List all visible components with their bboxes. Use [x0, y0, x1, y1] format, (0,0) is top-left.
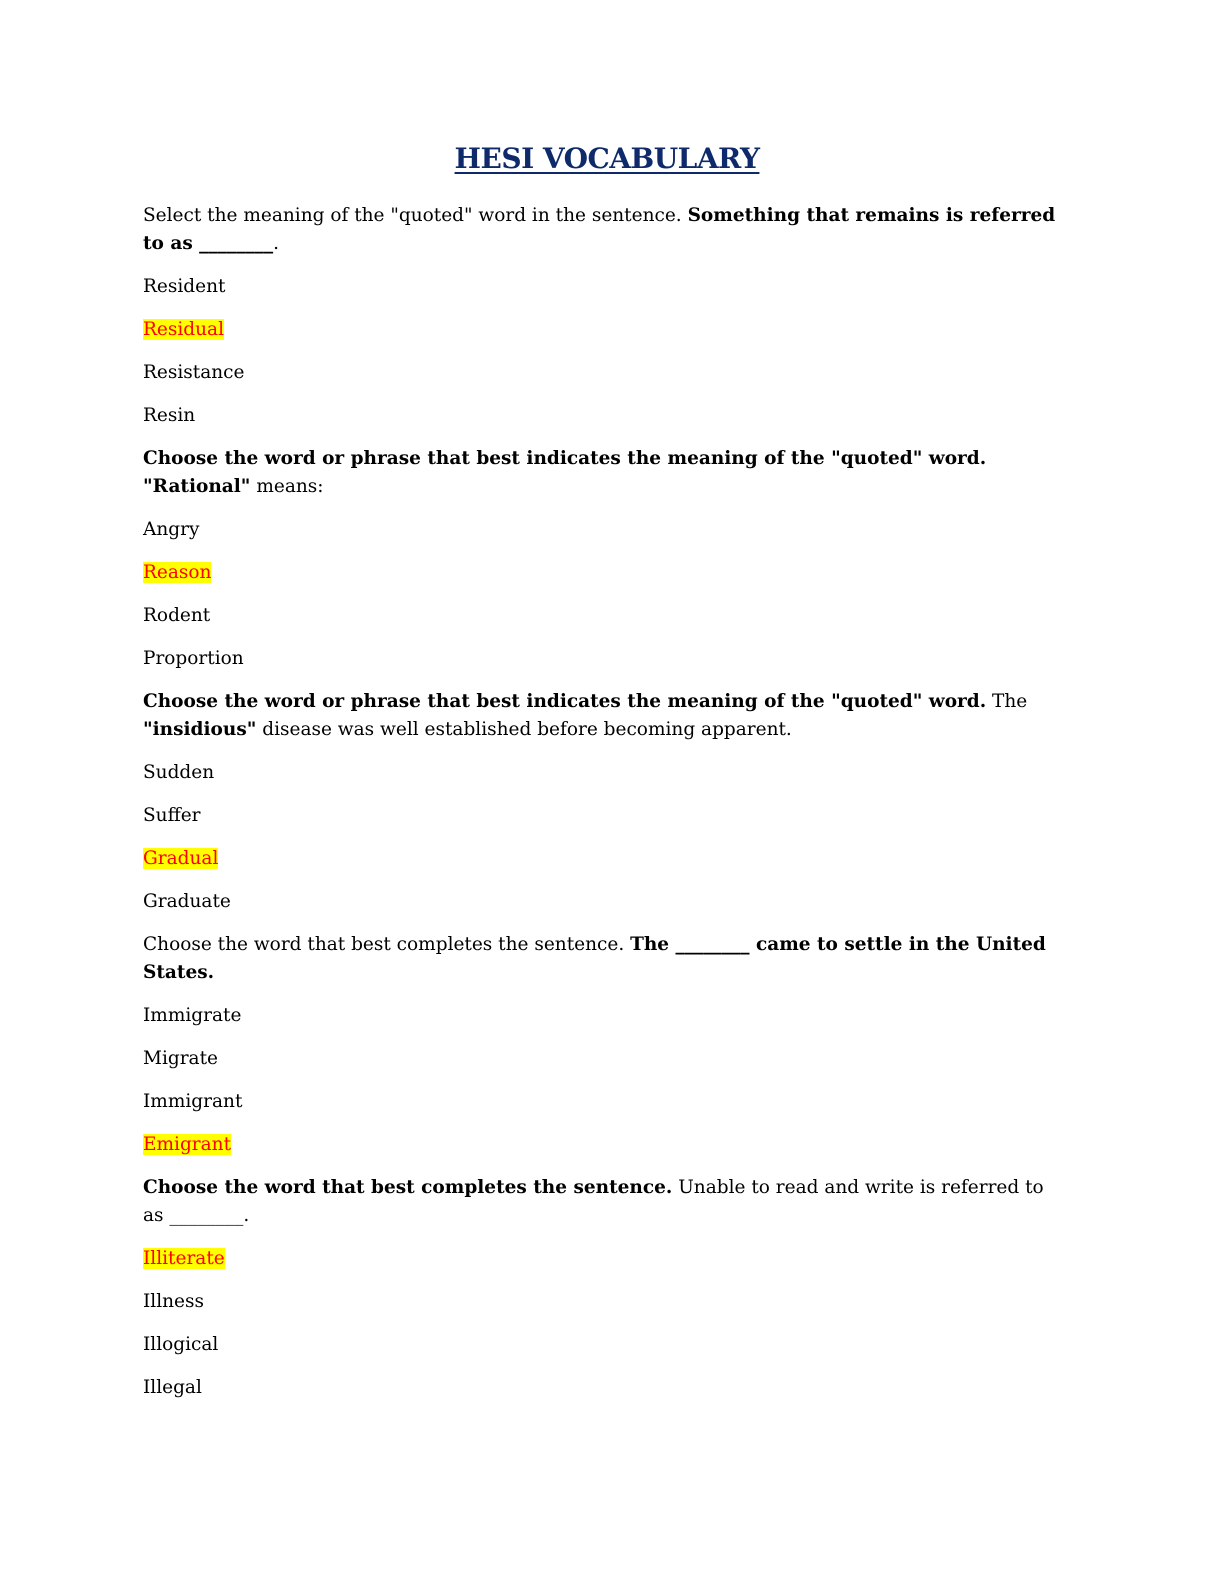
q4-option-2: Migrate — [143, 1048, 218, 1069]
q5-option-1-correct: Illiterate — [143, 1248, 225, 1269]
question-2-tail: means: — [250, 476, 324, 497]
question-3-tail: disease was well established before becoming apparent. — [256, 719, 792, 740]
q1-option-3: Resistance — [143, 362, 245, 383]
q2-option-3: Rodent — [143, 605, 211, 626]
question-3-bold: Choose the word or phrase that best indicates the meaning of the "quoted" word. — [143, 691, 987, 712]
q1-option-2-correct: Residual — [143, 319, 224, 340]
q4-option-1: Immigrate — [143, 1005, 242, 1026]
q1-option-1: Resident — [143, 276, 226, 297]
q2-option-4: Proportion — [143, 648, 244, 669]
page-title: HESI VOCABULARY — [454, 142, 760, 175]
question-1-prompt — [143, 202, 1058, 258]
question-5-prompt — [143, 1174, 1058, 1230]
q4-option-4-correct: Emigrant — [143, 1134, 232, 1155]
q3-option-4: Graduate — [143, 891, 231, 912]
question-5-tail: Unable to read and write is referred to as ________. — [143, 1177, 1044, 1226]
question-5-bold: Choose the word that best completes the sentence. — [143, 1177, 673, 1198]
q5-option-3: Illogical — [143, 1334, 219, 1355]
q5-option-4: Illegal — [143, 1377, 202, 1398]
q2-option-1: Angry — [143, 519, 200, 540]
question-4-prompt — [143, 931, 1058, 987]
question-4-bold: The ________ came to settle in the United States. — [143, 934, 1046, 983]
q3-option-2: Suffer — [143, 805, 201, 826]
q3-option-3-correct: Gradual — [143, 848, 219, 869]
question-2-prompt — [143, 445, 1058, 501]
q2-option-2-correct: Reason — [143, 562, 212, 583]
q5-option-2: Illness — [143, 1291, 204, 1312]
question-1-plain: Select the meaning of the "quoted" word in the sentence. — [143, 205, 688, 226]
q1-option-4: Resin — [143, 405, 196, 426]
question-1-tail: . — [273, 233, 280, 254]
question-4-plain: Choose the word that best completes the sentence. — [143, 934, 631, 955]
question-3-bold-word: "insidious" — [143, 719, 257, 740]
question-list — [143, 202, 1058, 1417]
q4-option-3: Immigrant — [143, 1091, 243, 1112]
question-1-bold: Something that remains is referred to as ________ — [143, 205, 1056, 254]
question-2-bold: Choose the word or phrase that best indicates the meaning of the "quoted" word. "Rational" — [143, 448, 987, 497]
question-3-plain: The — [986, 691, 1028, 712]
question-3-prompt — [143, 688, 1058, 744]
q3-option-1: Sudden — [143, 762, 215, 783]
